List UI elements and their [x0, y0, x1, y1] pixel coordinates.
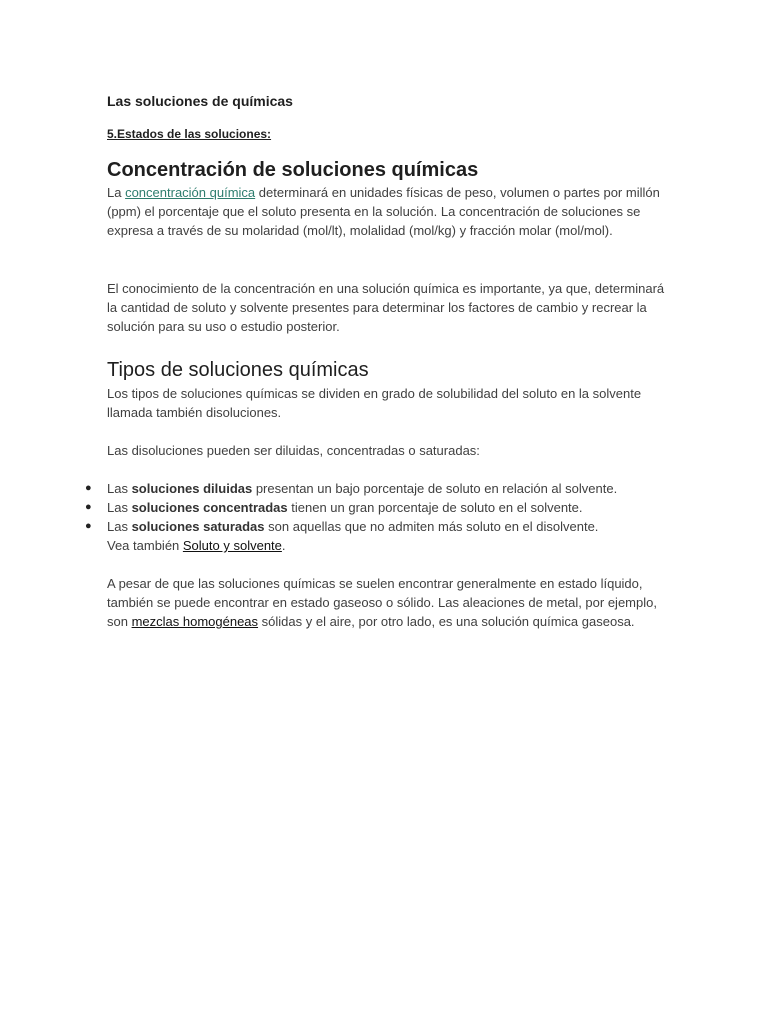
paragraph-text: sólidas y el aire, por otro lado, es una solución química gaseosa. — [258, 614, 635, 629]
list-item-text: tienen un gran porcentaje de soluto en el solvente. — [287, 500, 583, 515]
list-item — [85, 517, 667, 536]
link-mezclas-homogeneas[interactable]: mezclas homogéneas — [131, 614, 259, 629]
bullet-icon: ● — [85, 482, 92, 494]
paragraph-concentration — [107, 183, 667, 240]
link-concentracion-quimica[interactable]: concentración química — [125, 185, 256, 200]
list-item-text: Las — [107, 519, 132, 534]
section-label: 5.Estados de las soluciones: — [107, 127, 272, 141]
paragraph-importance: El conocimiento de la concentración en una solución química es importante, ya que, determinará la cantidad de soluto y solvente presentes para determinar los factores de cambio y recrear la solución para su uso o estudio posterior. — [107, 281, 665, 334]
see-also-text: Vea también — [107, 538, 183, 553]
heading-types: Tipos de soluciones químicas — [107, 359, 369, 381]
paragraph-text: A pesar de que las soluciones químicas se suelen encontrar generalmente en estado líquido, también se puede encontrar en estado gaseoso o sólido. Las aleaciones de metal, por ejemplo, son — [107, 576, 657, 629]
paragraph-dissolutions: Las disoluciones pueden ser diluidas, concentradas o saturadas: — [107, 443, 480, 458]
list-item-text: Las — [107, 500, 132, 515]
heading-concentration: Concentración de soluciones químicas — [107, 159, 479, 181]
list-item-text: presentan un bajo porcentaje de soluto en relación al solvente. — [252, 481, 618, 496]
list-item-term: soluciones concentradas — [131, 500, 288, 515]
bullet-icon: ● — [85, 520, 92, 532]
paragraph-types: Los tipos de soluciones químicas se dividen en grado de solubilidad del soluto en la solvente llamada también disoluciones. — [107, 386, 642, 420]
list-item-text: Las — [107, 481, 132, 496]
list-item-term: soluciones saturadas — [131, 519, 265, 534]
paragraph-text: determinará en unidades físicas de peso, volumen o partes por millón (ppm) el porcentaje que el soluto presenta en la solución. La concentración de soluciones se expresa a través de su molaridad (mol/lt), molalidad (mol/kg) y fracción molar (mol/mol). — [107, 185, 660, 238]
bullet-icon: ● — [85, 501, 92, 513]
document-title: Las soluciones de químicas — [107, 93, 293, 109]
solution-types-list — [85, 479, 667, 536]
see-also-text: . — [281, 538, 286, 553]
paragraph-text: La — [107, 185, 126, 200]
list-item-text: son aquellas que no admiten más soluto en el disolvente. — [264, 519, 599, 534]
paragraph-states — [107, 574, 667, 631]
list-item — [85, 479, 667, 498]
link-soluto-solvente[interactable]: Soluto y solvente — [182, 538, 282, 553]
see-also — [107, 536, 286, 555]
list-item — [85, 498, 667, 517]
list-item-term: soluciones diluidas — [131, 481, 253, 496]
